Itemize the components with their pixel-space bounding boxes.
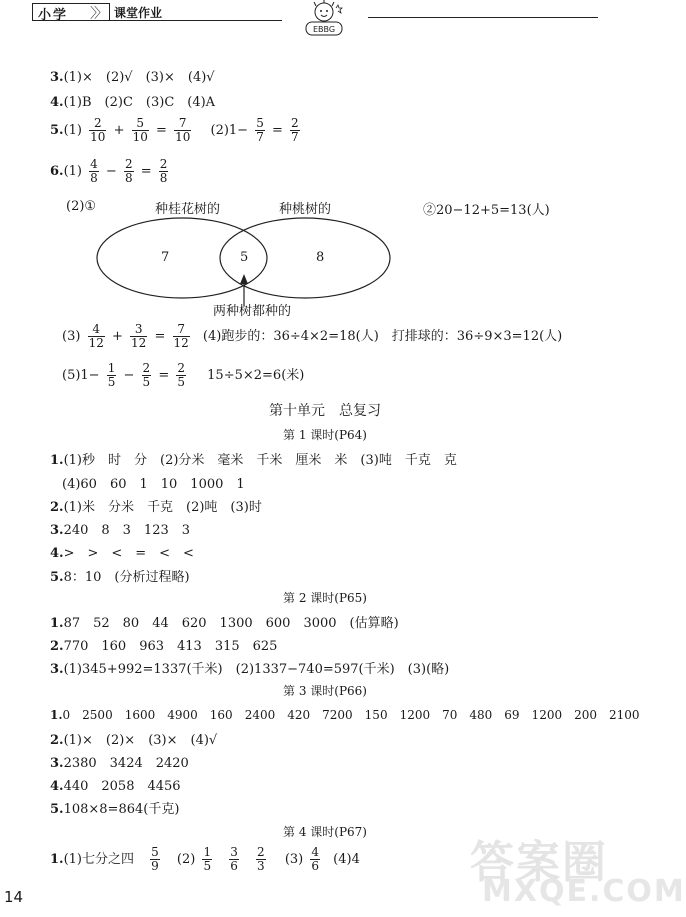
answer-line: 2.(1)米 分米 千克 (2)吨 (3)时 xyxy=(50,500,262,515)
venn-left-title: 种桂花树的 xyxy=(155,202,221,217)
venn-left-value: 7 xyxy=(161,250,170,265)
lesson-title: 第 3 课时(P66) xyxy=(283,684,367,698)
fraction: $\frac{2}{3}$ xyxy=(257,845,265,873)
venn-arrow-label: 两种树都种的 xyxy=(213,304,292,319)
fraction: $\frac{4}{8}$ xyxy=(90,157,98,185)
unit-title: 第十单元 总复习 xyxy=(269,403,381,419)
venn-middle-value: 5 xyxy=(240,250,249,265)
answer-line-fractions: (3) $\frac{4}{12}$ + $\frac{3}{12}$ = $\frac{7}{12}$ (4)跑步的：36÷4×2=18(人) 打排球的：36÷9×3=12(人) xyxy=(62,322,563,350)
answer-line: 5.8：10 (分析过程略) xyxy=(50,570,190,585)
answer-line: 2.770 160 963 413 315 625 xyxy=(50,639,278,654)
lesson-title: 第 2 课时(P65) xyxy=(283,591,367,605)
mascot-icon xyxy=(300,0,362,40)
fraction: $\frac{2}{5}$ xyxy=(177,361,186,389)
answer-line: 3.2380 3424 2420 xyxy=(50,756,189,771)
answer-line: 5.108×8=864(千克) xyxy=(50,802,180,817)
answer-line: 1.87 52 80 44 620 1300 600 3000 (估算略) xyxy=(50,616,399,631)
lesson-title: 第 1 课时(P64) xyxy=(283,428,367,442)
answer-line: 4.(1)B (2)C (3)C (4)A xyxy=(50,95,216,110)
header-tag: 小学 xyxy=(38,8,69,23)
answer-line: 1.0 2500 1600 4900 160 2400 420 7200 150 1200 70 480 69 1200 200 2100 xyxy=(50,708,640,722)
fraction: $\frac{1}{5}$ xyxy=(203,845,212,873)
arrow-up-icon xyxy=(240,274,248,284)
fraction: $\frac{4}{6}$ xyxy=(311,845,320,873)
venn-right-title: 种桃树的 xyxy=(279,202,332,217)
fraction: $\frac{4}{12}$ xyxy=(88,322,104,350)
venn-right-value: 8 xyxy=(316,250,325,265)
fraction: $\frac{2}{5}$ xyxy=(142,361,151,389)
fraction: $\frac{2}{8}$ xyxy=(159,157,168,185)
header-rule xyxy=(32,20,282,21)
fraction: $\frac{3}{12}$ xyxy=(131,322,147,350)
header-chevron-icon: 〉〉 xyxy=(90,6,105,22)
fraction: $\frac{7}{12}$ xyxy=(173,322,189,350)
header-title: 课堂作业 xyxy=(114,6,163,20)
answer-line: 4.440 2058 4456 xyxy=(50,779,181,794)
fraction: $\frac{2}{7}$ xyxy=(291,116,299,144)
fraction: $\frac{5}{9}$ xyxy=(151,845,159,873)
answer-line-fractions: (5)1− $\frac{1}{5}$ − $\frac{2}{5}$ = $\frac{2}{5}$ 15÷5×2=6(米) xyxy=(62,361,305,389)
answer-line-fractions: 5.(1) $\frac{2}{10}$ + $\frac{5}{10}$ = $\frac{7}{10}$ (2)1− $\frac{5}{7}$ = $\frac{2}{7}$ xyxy=(50,116,299,144)
answer-line-fractions: 1.(1)七分之四 $\frac{5}{9}$ (2) $\frac{1}{5}$ $\frac{3}{6}$ $\frac{2}{3}$ (3) $\frac{4}{6}$ (4)4 xyxy=(50,845,360,873)
answer-line: 4.> > < = < < xyxy=(50,546,194,561)
lesson-title: 第 4 课时(P67) xyxy=(283,825,367,839)
answer-line: 3.(1)× (2)√ (3)× (4)√ xyxy=(50,70,215,85)
answer-line: 1.(1)秒 时 分 (2)分米 毫米 千米 厘米 米 (3)吨 千克 克 xyxy=(50,453,457,468)
venn-answer-2: ②20−12+5=13(人) xyxy=(423,203,550,218)
fraction: $\frac{3}{6}$ xyxy=(230,845,238,873)
header-rule-right xyxy=(368,17,598,18)
answer-line-fractions: 6.(1) $\frac{4}{8}$ − $\frac{2}{8}$ = $\frac{2}{8}$ xyxy=(50,157,168,185)
fraction: $\frac{1}{5}$ xyxy=(107,361,116,389)
page-header xyxy=(32,3,282,21)
fraction: $\frac{2}{8}$ xyxy=(124,157,133,185)
watermark-logo: 答案圈 xyxy=(470,837,608,888)
venn-part-label: (2)① xyxy=(66,199,97,214)
fraction: $\frac{7}{10}$ xyxy=(175,116,191,144)
watermark-url: MXQE.COM xyxy=(482,874,686,909)
mascot-text: EBBG xyxy=(312,25,336,34)
answer-line: 3.240 8 3 123 3 xyxy=(50,523,191,538)
fraction: $\frac{5}{7}$ xyxy=(256,116,264,144)
answer-line: (4)60 60 1 10 1000 1 xyxy=(62,477,245,492)
page-number: 14 xyxy=(4,888,24,906)
fraction: $\frac{2}{10}$ xyxy=(90,116,106,144)
answer-line: 3.(1)345+992=1337(千米) (2)1337−740=597(千米) (3)(略) xyxy=(50,662,450,677)
fraction: $\frac{5}{10}$ xyxy=(132,116,148,144)
answer-line: 2.(1)× (2)× (3)× (4)√ xyxy=(50,733,218,748)
